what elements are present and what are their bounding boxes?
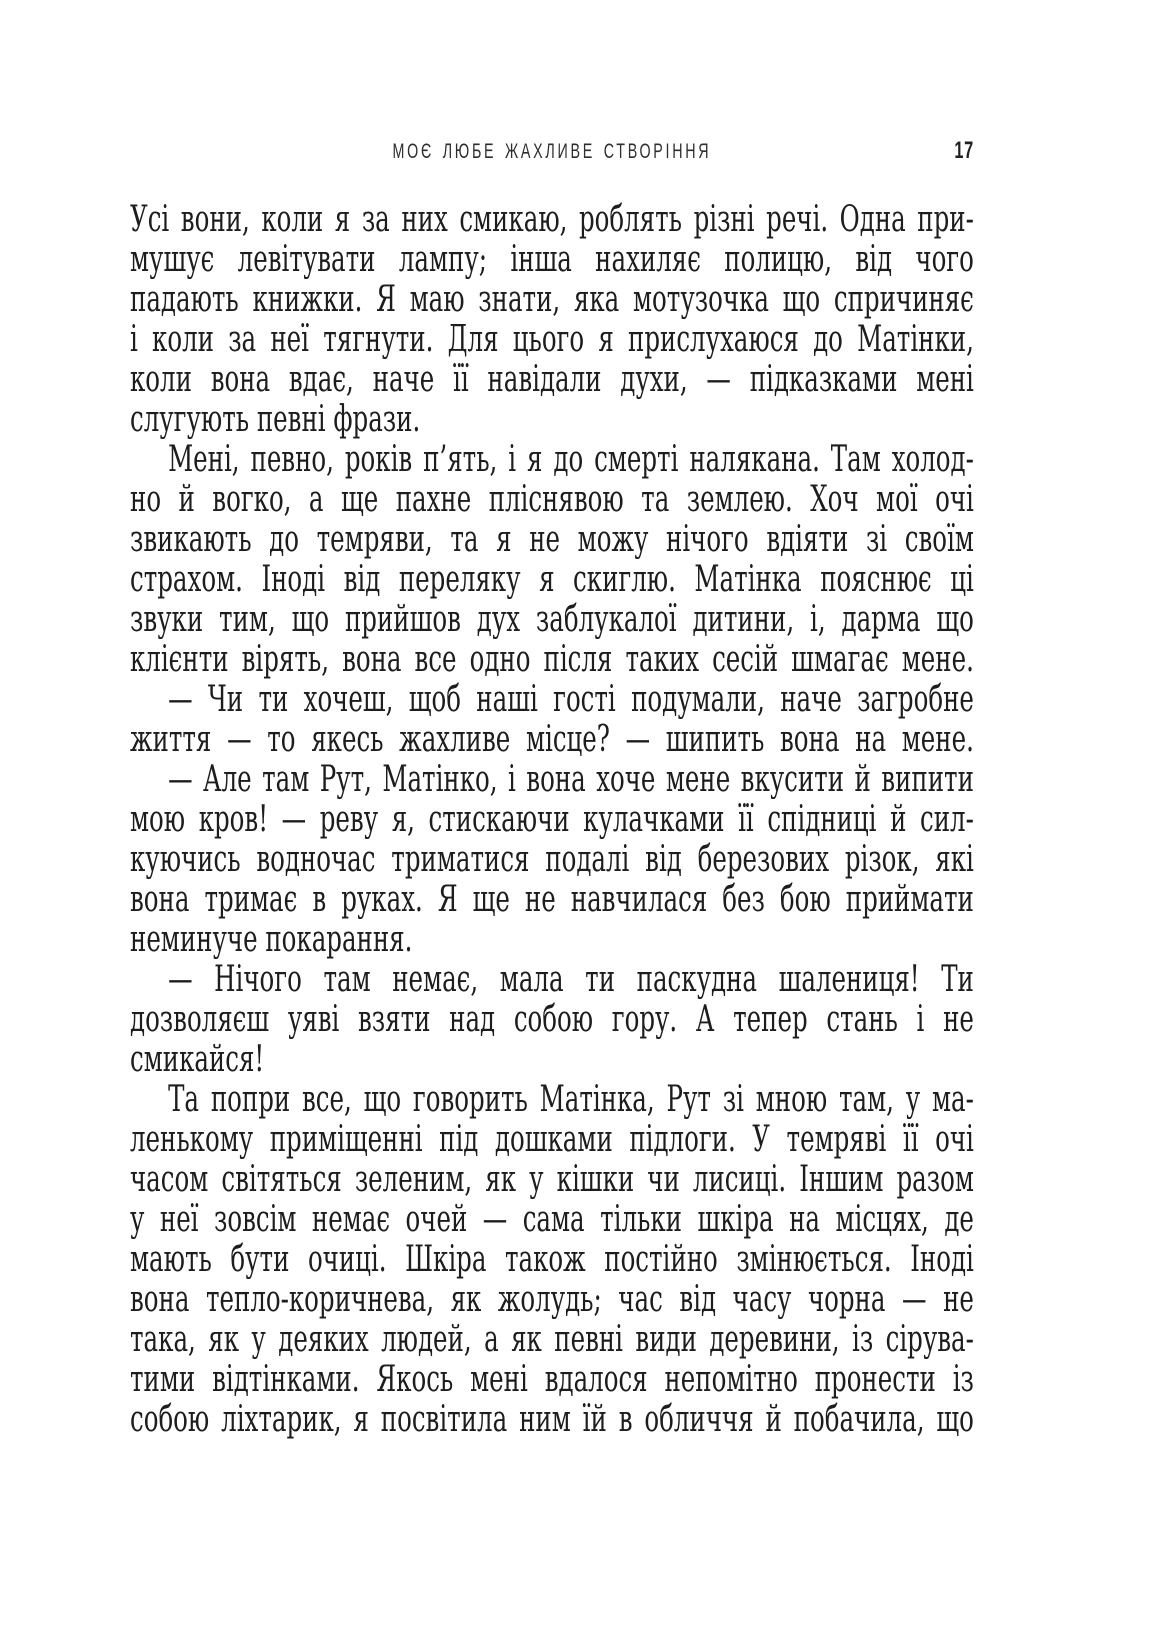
text-line: дозволяєш уяві взяти над собою гору. А тепер стань і не [130,999,974,1040]
text-line: мають бути очиці. Шкіра також постійно змінюється. Іноді [130,1239,974,1280]
page-header [130,139,974,165]
text-line: вона тепло-коричнева, як жолудь; час від часу чорна — не [130,1279,974,1320]
text-line: і коли за неї тягнути. Для цього я прислухаюся до Матінки, [130,319,974,360]
text-line: неминуче покарання. [130,919,413,960]
text-line: клієнти вірять, вона все одно після таких сесій шмагає мене. [130,639,974,680]
text-line: Мені, певно, років п’ять, і я до смерті налякана. Там холод- [168,439,974,480]
text-line: Усі вони, коли я за них смикаю, роблять різні речі. Одна при- [130,199,974,240]
text-line: куючись водночас триматися подалі від березових різок, які [130,839,974,880]
text-line: страхом. Іноді від переляку я скиглю. Матінка пояснює ці [130,559,974,600]
text-line: слугують певні фрази. [130,399,421,440]
text-line: мушує левітувати лампу; інша нахиляє полицю, від чого [130,239,974,280]
text-line: Та попри все, що говорить Матінка, Рут зі мною там, у ма- [168,1079,974,1120]
text-line: ленькому приміщенні під дошками підлоги. У темряві її очі [130,1119,974,1160]
text-line: — Але там Рут, Матінко, і вона хоче мене вкусити й випити [168,759,974,800]
page-number: 17 [954,137,974,164]
text-line: коли вона вдає, наче її навідали духи, — підказками мені [130,359,974,400]
text-line: звикають до темряви, та я не можу нічого вдіяти зі своїм [130,519,974,560]
text-line: — Чи ти хочеш, щоб наші гості подумали, наче загробне [168,679,974,720]
text-line: падають книжки. Я маю знати, яка мотузочка що спричиняє [130,279,974,320]
running-title: МОЄ ЛЮБЕ ЖАХЛИВЕ СТВОРІННЯ [392,140,712,163]
text-line: життя — то якесь жахливе місце? — шипить вона на мене. [130,719,974,760]
text-line: у неї зовсім немає очей — сама тільки шкіра на місцях, де [130,1199,974,1240]
text-line: — Нічого там немає, мала ти паскудна шалениця! Ти [168,959,974,1000]
text-line: часом світяться зеленим, як у кішки чи лисиці. Іншим разом [130,1159,974,1200]
body-text [130,200,974,1440]
text-line: смикайся! [130,1039,265,1080]
text-line: мою кров! — реву я, стискаючи кулачками її спідниці й сил- [130,799,974,840]
text-line: така, як у деяких людей, а як певні види деревини, із сірува- [130,1319,974,1360]
text-line: тими відтінками. Якось мені вдалося непомітно пронести із [130,1359,974,1400]
text-line: вона тримає в руках. Я ще не навчилася без бою приймати [130,879,974,920]
text-line: собою ліхтарик, я посвітила ним їй в обличчя й побачила, що [130,1399,974,1440]
text-line: звуки тим, що прийшов дух заблукалої дитини, і, дарма що [130,599,974,640]
text-line: но й вогко, а ще пахне пліснявою та землею. Хоч мої очі [130,479,974,520]
